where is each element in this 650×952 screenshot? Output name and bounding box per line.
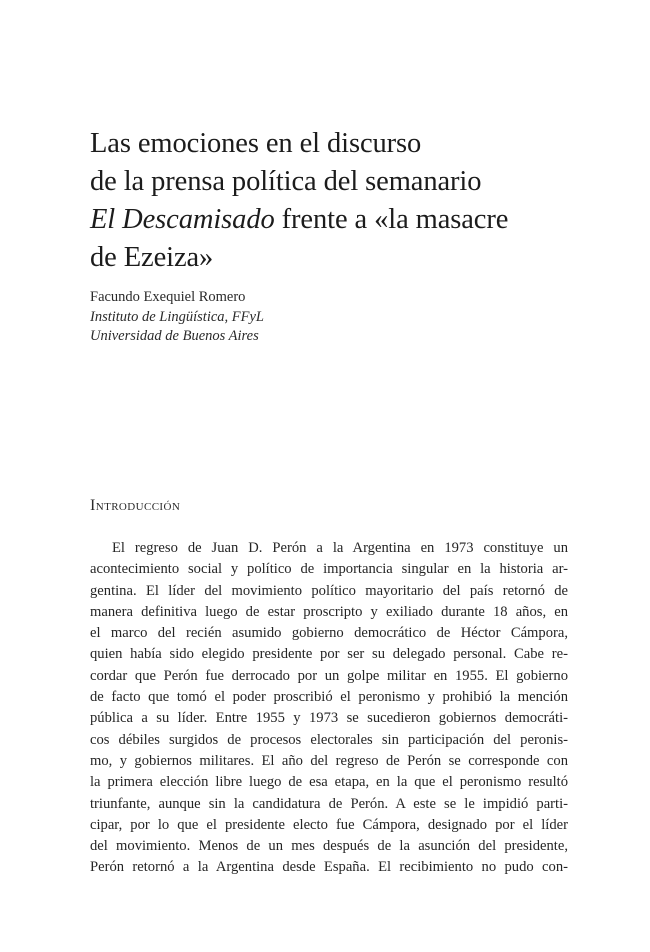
title-line-2: de la prensa política del semanario — [90, 166, 482, 197]
section-heading: Introducción — [90, 497, 181, 514]
body-line: pública a su líder. Entre 1955 y 1973 se sucedieron gobiernos democráti- — [90, 710, 568, 727]
author-affiliation-institute: Instituto de Lingüística, FFyL — [90, 308, 264, 325]
title-line-3 — [90, 201, 590, 239]
body-line: la primera elección libre luego de esa etapa, en la que el peronismo resultó — [90, 774, 568, 791]
body-line: El regreso de Juan D. Perón a la Argentina en 1973 constituye un — [112, 540, 568, 556]
title-line-3-rest: frente a «la masacre — [274, 204, 509, 235]
body-line: manera definitiva luego de estar proscripto y exiliado durante 18 años, en — [90, 603, 568, 620]
title-periodical-name: El Descamisado — [90, 204, 275, 235]
title-line-4: de Ezeiza» — [90, 242, 214, 273]
body-line: quien había sido elegido presidente por ser su delegado personal. Cabe re- — [90, 646, 568, 663]
body-line: acontecimiento social y político de importancia singular en la historia ar- — [90, 561, 568, 578]
body-line: del movimiento. Menos de un mes después de la asunción del presidente, — [90, 838, 568, 855]
body-line: de facto que tomó el poder proscribió el peronismo y prohibió la mención — [90, 689, 568, 706]
body-line: gentina. El líder del movimiento político mayoritario del país retornó de — [90, 582, 568, 599]
author-affiliation-university: Universidad de Buenos Aires — [90, 328, 259, 344]
body-line: cipar, por lo que el presidente electo fue Cámpora, designado por el líder — [90, 816, 568, 833]
author-name: Facundo Exequiel Romero — [90, 289, 246, 305]
author-block — [90, 288, 264, 347]
title-line-1: Las emociones en el discurso — [90, 128, 422, 159]
body-line: cos débiles surgidos de procesos electorales sin participación del peronis- — [90, 731, 568, 748]
body-line: mo, y gobiernos militares. El año del regreso de Perón se corresponde con — [90, 752, 568, 769]
article-title — [90, 125, 590, 277]
body-line: Perón retornó a la Argentina desde España. El recibimiento no pudo con- — [90, 859, 568, 876]
body-line: el marco del recién asumido gobierno democrático de Héctor Cámpora, — [90, 625, 568, 642]
body-line: triunfante, aunque sin la candidatura de Perón. A este se le impidió parti- — [90, 795, 568, 812]
body-line: cordar que Perón fue derrocado por un golpe militar en 1955. El gobierno — [90, 667, 568, 684]
body-paragraph — [90, 538, 568, 879]
